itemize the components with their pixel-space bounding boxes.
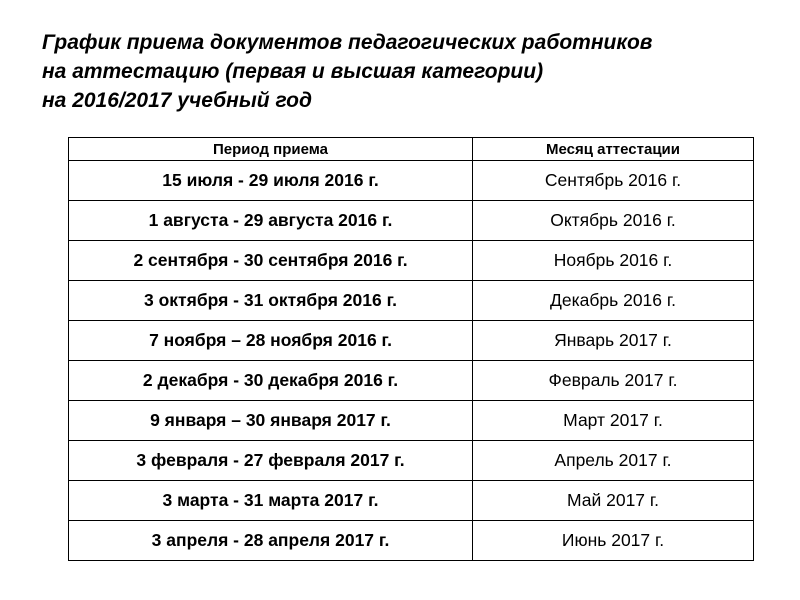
table-body bbox=[69, 161, 754, 561]
period-cell: 1 августа - 29 августа 2016 г. bbox=[69, 201, 473, 241]
table-row bbox=[69, 521, 754, 561]
month-cell: Ноябрь 2016 г. bbox=[473, 241, 754, 281]
month-cell: Июнь 2017 г. bbox=[473, 521, 754, 561]
page-title bbox=[42, 28, 782, 115]
table-row bbox=[69, 481, 754, 521]
period-cell: 3 октября - 31 октября 2016 г. bbox=[69, 281, 473, 321]
page-title-line-2: на аттестацию (первая и высшая категории) bbox=[42, 60, 544, 83]
month-cell: Апрель 2017 г. bbox=[473, 441, 754, 481]
column-header-month: Месяц аттестации bbox=[473, 138, 754, 161]
table-row bbox=[69, 321, 754, 361]
page-title-line-1: График приема документов педагогических работников bbox=[42, 31, 653, 54]
period-cell: 2 сентября - 30 сентября 2016 г. bbox=[69, 241, 473, 281]
month-cell: Октябрь 2016 г. bbox=[473, 201, 754, 241]
schedule-table bbox=[68, 137, 754, 561]
month-cell: Декабрь 2016 г. bbox=[473, 281, 754, 321]
period-cell: 9 января – 30 января 2017 г. bbox=[69, 401, 473, 441]
period-cell: 3 февраля - 27 февраля 2017 г. bbox=[69, 441, 473, 481]
table-row bbox=[69, 401, 754, 441]
period-cell: 3 марта - 31 марта 2017 г. bbox=[69, 481, 473, 521]
month-cell: Январь 2017 г. bbox=[473, 321, 754, 361]
period-cell: 7 ноября – 28 ноября 2016 г. bbox=[69, 321, 473, 361]
period-cell: 3 апреля - 28 апреля 2017 г. bbox=[69, 521, 473, 561]
month-cell: Февраль 2017 г. bbox=[473, 361, 754, 401]
table-row bbox=[69, 161, 754, 201]
period-cell: 15 июля - 29 июля 2016 г. bbox=[69, 161, 473, 201]
column-header-period: Период приема bbox=[69, 138, 473, 161]
page-title-line-3: на 2016/2017 учебный год bbox=[42, 89, 312, 112]
period-cell: 2 декабря - 30 декабря 2016 г. bbox=[69, 361, 473, 401]
table-row bbox=[69, 201, 754, 241]
table-row bbox=[69, 361, 754, 401]
table-header bbox=[69, 138, 754, 161]
table-header-row bbox=[69, 138, 754, 161]
month-cell: Март 2017 г. bbox=[473, 401, 754, 441]
table-row bbox=[69, 281, 754, 321]
table-row bbox=[69, 241, 754, 281]
month-cell: Сентябрь 2016 г. bbox=[473, 161, 754, 201]
table-row bbox=[69, 441, 754, 481]
month-cell: Май 2017 г. bbox=[473, 481, 754, 521]
